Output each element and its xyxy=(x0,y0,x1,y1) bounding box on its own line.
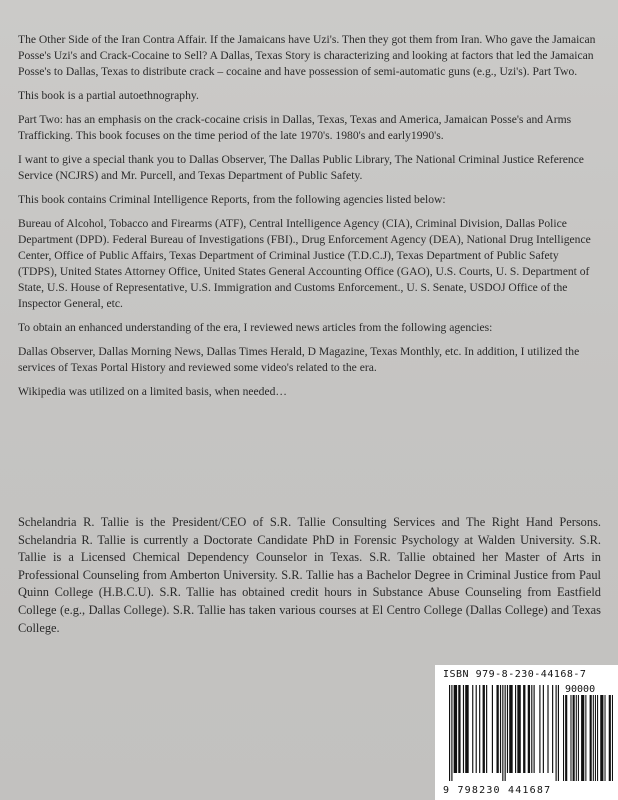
barcode-bar xyxy=(463,685,464,773)
barcode-bar xyxy=(539,685,540,773)
addon-bar xyxy=(612,695,613,781)
barcode-bar xyxy=(531,685,532,773)
barcode-bar xyxy=(505,685,506,781)
ean13-bars xyxy=(449,685,559,781)
description-paragraph-2: This book is a partial autoethnography. xyxy=(18,89,199,102)
addon-bar xyxy=(578,695,579,781)
barcode-bar xyxy=(543,685,544,773)
addon-bar xyxy=(585,695,586,781)
addon-bars xyxy=(563,695,613,781)
addon-bar xyxy=(595,695,596,781)
barcode-bar xyxy=(515,685,516,773)
isbn-label: ISBN 979-8-230-44168-7 xyxy=(443,669,587,680)
barcode-bar xyxy=(465,685,468,773)
description-paragraph-1: The Other Side of the Iran Contra Affair. If the Jamaicans have Uzi's. Then they got them from Iran. Who gave the Jamaican Posse's Uzi's and Crack-Cocaine to Sell? A Dallas, Texas Story is characterizing and looking at factors that led the Jamaican Posse's to Dallas, Texas to distribute crack – cocaine and have possession of semi-automatic guns (e.g., Uzi's). Part Two. xyxy=(18,33,596,78)
barcode-bar xyxy=(449,685,450,781)
cover-description xyxy=(18,32,600,408)
description-paragraph-3: Part Two: has an emphasis on the crack-cocaine crisis in Dallas, Texas, Texas and America, Jamaican Posse's and Arms Trafficking. This book focuses on the time period of the late 1970's. 1980's and early1990's. xyxy=(18,113,572,142)
barcode-bar xyxy=(486,685,487,773)
barcode-bar xyxy=(479,685,480,773)
ean-digits: 9 798230 441687 xyxy=(443,785,552,796)
barcode-bar xyxy=(509,685,512,773)
barcode-bar xyxy=(523,685,525,773)
author-bio: Schelandria R. Tallie is the President/CEO of S.R. Tallie Consulting Services and The Right Hand Persons. Schelandria R. Tallie is currently a Doctorate Candidate PhD in Forensic Psychology at Walden University. S.R. Tallie is a Licensed Chemical Dependency Counselor in Texas. S.R. Tallie obtained her Master of Arts in Professional Counseling from Amberton University. S.R. Tallie has a Bachelor Degree in Criminal Justice from Paul Quinn College (H.B.C.U). S.R. Tallie has obtained credit hours in Substance Abuse Counseling from Eastfield College (e.g., Dallas College). S.R. Tallie has taken various courses at El Centro College (Dallas College) and Texas College. xyxy=(18,515,601,635)
barcode-bar xyxy=(492,685,493,773)
addon-bar xyxy=(573,695,575,781)
addon-bar xyxy=(600,695,603,781)
addon-bar xyxy=(609,695,611,781)
addon-bar xyxy=(570,695,571,781)
barcode-bar xyxy=(454,685,457,773)
isbn-barcode xyxy=(435,665,618,800)
barcode-bar xyxy=(483,685,485,773)
addon-bar xyxy=(590,695,592,781)
price-code: 90000 xyxy=(565,684,596,695)
barcode-bar xyxy=(496,685,498,773)
description-paragraph-7: To obtain an enhanced understanding of the era, I reviewed news articles from the following agencies: xyxy=(18,321,493,334)
addon-bar xyxy=(581,695,584,781)
barcode-bar xyxy=(451,685,452,781)
barcode-bar xyxy=(552,685,553,773)
barcode-bar xyxy=(472,685,473,773)
addon-bar xyxy=(593,695,594,781)
description-paragraph-8: Dallas Observer, Dallas Morning News, Dallas Times Herald, D Magazine, Texas Monthly, etc. In addition, I utilized the services of Texas Portal History and reviewed some video's related to the era. xyxy=(18,345,580,374)
addon-bar xyxy=(576,695,577,781)
description-paragraph-9: Wikipedia was utilized on a limited basis, when needed… xyxy=(18,385,288,398)
barcode-bar xyxy=(528,685,530,773)
barcode-bar xyxy=(458,685,460,773)
addon-bar xyxy=(563,695,564,781)
barcode-bar xyxy=(476,685,477,773)
barcode-bar xyxy=(500,685,501,773)
addon-bar xyxy=(597,695,598,781)
description-paragraph-4: I want to give a special thank you to Dallas Observer, The Dallas Public Library, The National Criminal Justice Reference Service (NCJRS) and Mr. Purcell, and Texas Department of Public Safety. xyxy=(18,153,584,182)
barcode-bar xyxy=(517,685,520,773)
barcode-bar xyxy=(507,685,508,773)
barcode-bar xyxy=(547,685,548,773)
barcode-bar xyxy=(556,685,557,781)
addon-bar xyxy=(604,695,605,781)
barcode-bar xyxy=(558,685,559,781)
barcode-bar xyxy=(534,685,535,773)
addon-bar xyxy=(565,695,567,781)
description-paragraph-5: This book contains Criminal Intelligence Reports, from the following agencies listed below: xyxy=(18,193,446,206)
description-paragraph-6: Bureau of Alcohol, Tobacco and Firearms (ATF), Central Intelligence Agency (CIA), Criminal Division, Dallas Police Department (DPD). Federal Bureau of Investigations (FBI)., Drug Enforcement Agency (DEA), National Drug Intelligence Center, Office of Public Affairs, Texas Department of Criminal Justice (T.D.C.J), Texas Department of Public Safety (TDPS), United States Attorney Office, United States General Accounting Office (GAO), U.S. Courts, U. S. Department of State, U.S. House of Representative, U.S. Immigration and Customs Enforcement., U. S. Senate, USDOJ Office of the Inspector General, etc. xyxy=(18,217,591,310)
barcode-bar xyxy=(502,685,503,781)
